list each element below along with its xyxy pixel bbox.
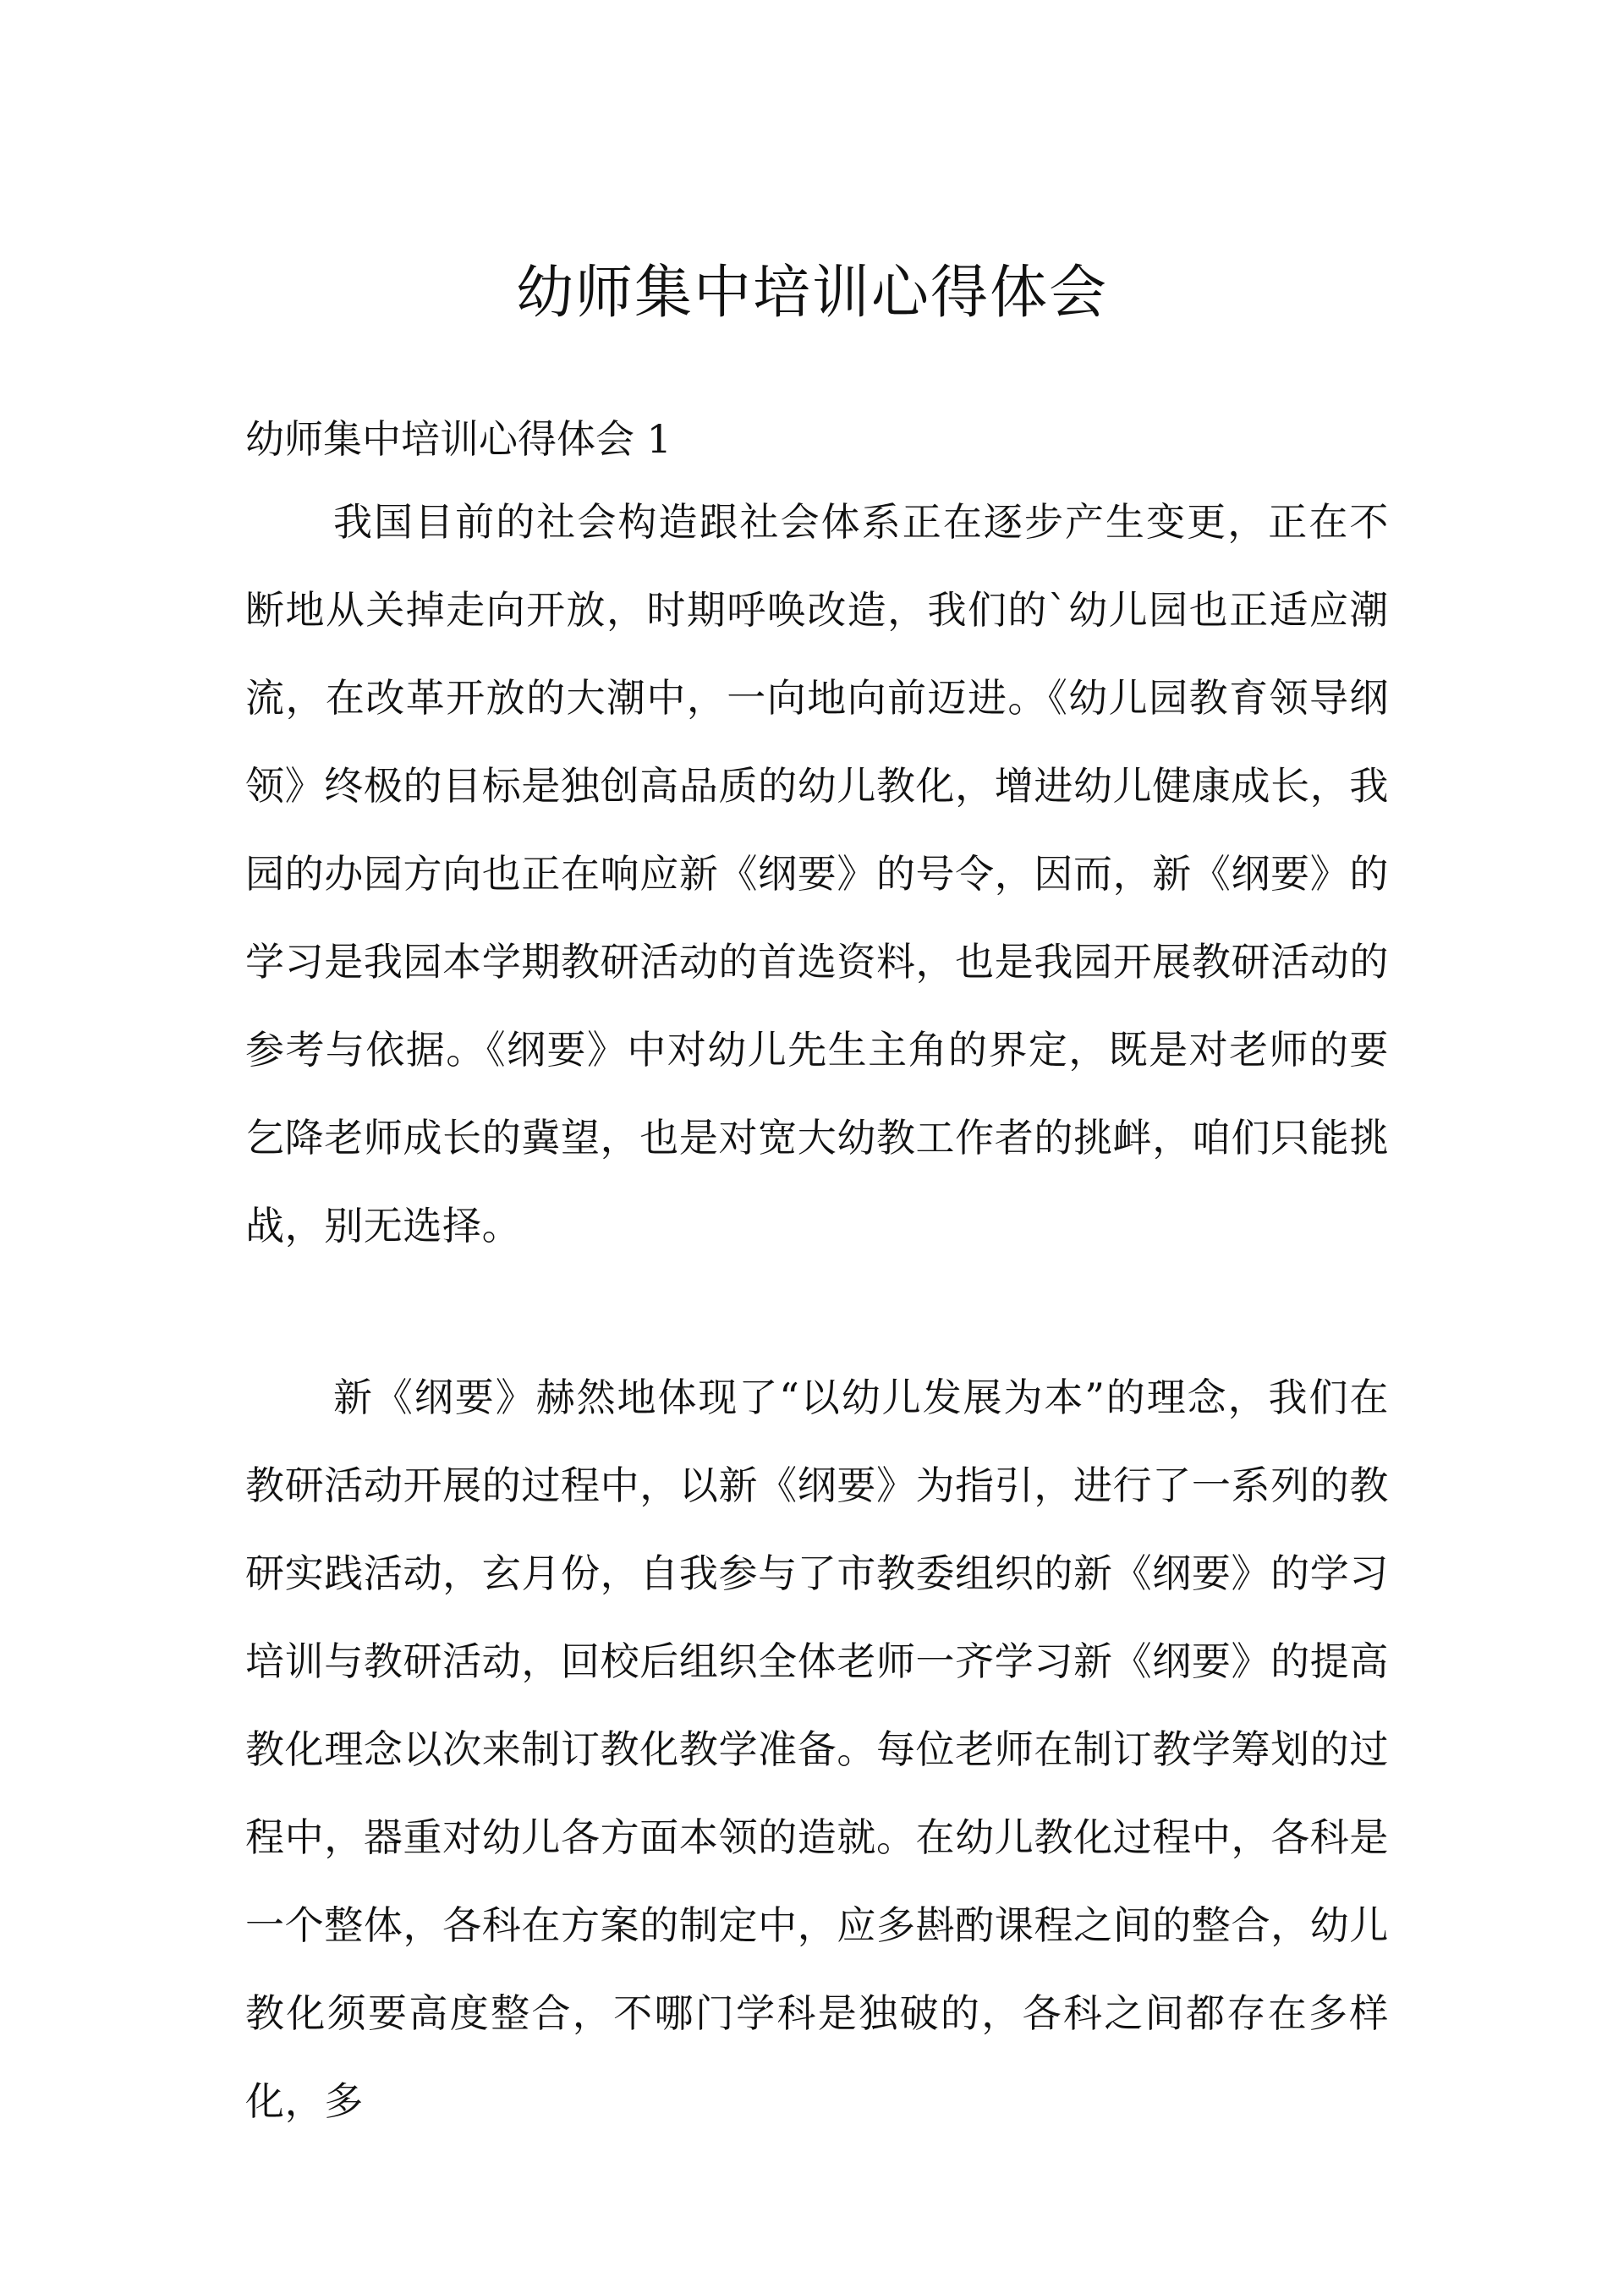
paragraph-1: 我国目前的社会构造跟社会体系正在逐步产生变更，正在不断地从关掉走向开放，时期呼唤改造，我们的`幼儿园也正适应潮流，在改革开放的大潮中，一向地向前迈进。《幼儿园教育领导纲领》终极的目标是独创高品质的幼儿教化，增进幼儿健康成长，我园的办园方向也正在响应新《纲要》的号令，因而，新《纲要》的学习是我园本学期教研活动的首选资料，也是我园开展教研活动的参考与依据。《纲要》中对幼儿先生主角的界定，既是对老师的要乞降老师成长的冀望，也是对宽大幼教工作者的挑衅，咱们只能挑战，别无选择。 xyxy=(245,499,1389,1249)
document-title: 幼师集中培训心得体会 xyxy=(515,260,1108,327)
section-heading: 幼师集中培训心得体会 1 xyxy=(245,416,672,462)
paragraph-2: 新《纲要》赫然地体现了“以幼儿发展为本”的理念，我们在教研活动开展的过程中，以新《纲要》为指引，进行了一系列的教研实践活动，玄月份，自我参与了市教委组织的新《纲要》的学习培训与教研活动，回校后组织全体老师一齐学习新《纲要》的提高教化理念以次来制订教化教学准备。每位老师在制订教学筹划的过程中，器重对幼儿各方面本领的造就。在幼儿教化过程中，各科是一个整体，各科在方案的制定中，应多斟酌课程之间的整合，幼儿教化须要高度整合，不哪门学科是独破的，各科之间都存在多样化，多 xyxy=(245,1375,1389,2124)
